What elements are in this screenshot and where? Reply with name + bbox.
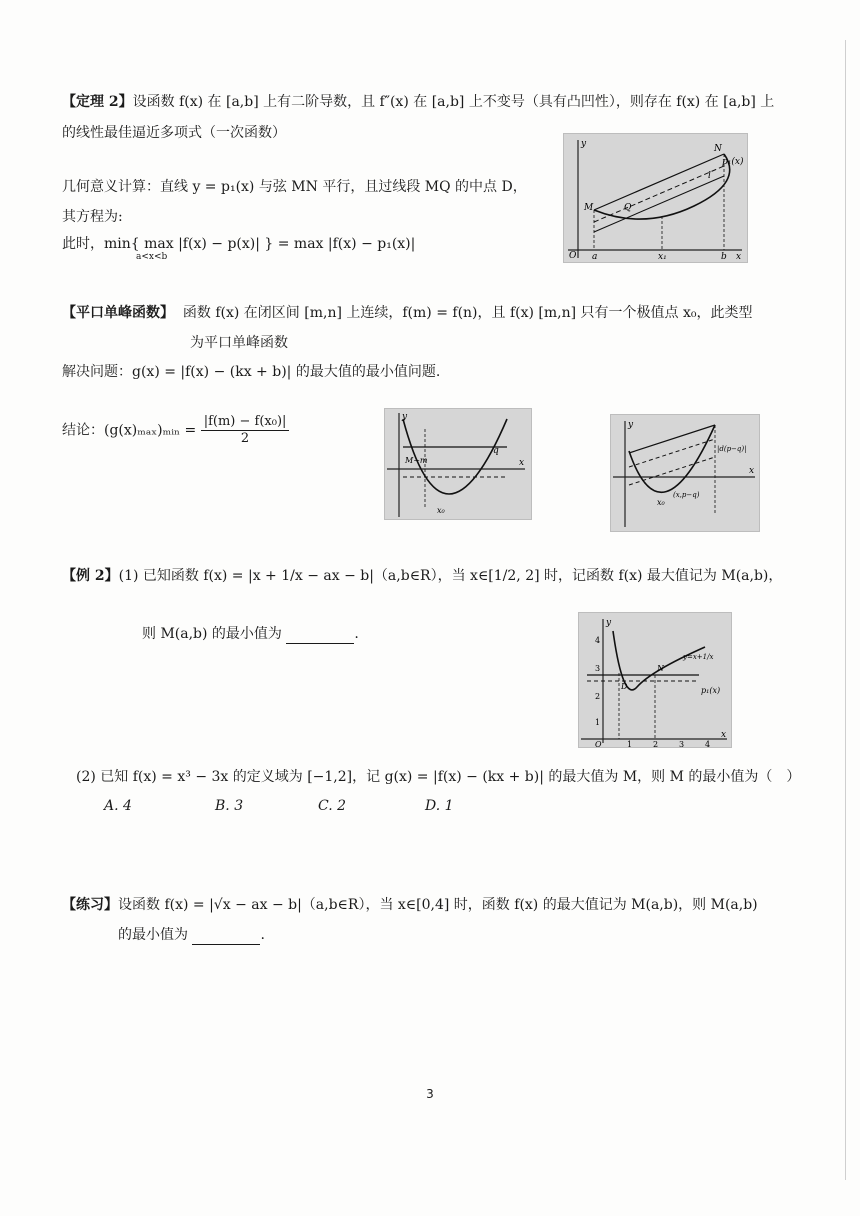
- fig2-Mm: M−m: [405, 456, 428, 465]
- practice-line1: [62, 895, 758, 915]
- fig1-Q: Q: [624, 203, 632, 213]
- theorem2-minmax: [62, 234, 415, 254]
- fig3-dpq: |d(p−q)|: [717, 445, 747, 453]
- fig1-y: y: [581, 139, 587, 149]
- fig4-y: y: [606, 618, 612, 628]
- figure-best-approximation: [563, 133, 748, 263]
- fig4-x2: 2: [653, 740, 659, 747]
- peak-line2: 为平口单峰函数: [190, 335, 288, 351]
- figure-single-peak-2: [610, 414, 760, 532]
- fig4-O: O: [595, 740, 602, 747]
- option-b[interactable]: B. 3: [215, 798, 244, 814]
- peak-text: 函数 f(x) 在闭区间 [m,n] 上连续，f(m) = f(n)，且 f(x) [m,n] 只有一个极值点 x₀，此类型: [182, 305, 753, 321]
- theorem2-minmax-text: 此时，min{ max |f(x) − p(x)| } = max |f(x) − p₁(x)|: [62, 236, 416, 252]
- theorem2-label: 【定理 2】: [62, 94, 133, 110]
- example2-part1b-text: 则 M(a,b) 的最小值为: [142, 626, 282, 642]
- peak-conclusion: [62, 414, 289, 447]
- fig1-x: x: [736, 252, 742, 262]
- fig1-a: a: [592, 252, 598, 262]
- figure-example2-svg: [579, 613, 731, 747]
- theorem2-text: 设函数 f(x) 在 [a,b] 上有二阶导数，且 f″(x) 在 [a,b] 上不变号（具有凸凹性），则存在 f(x) 在 [a,b] 上: [132, 94, 775, 110]
- fig4-curve-label: y=x+1/x: [683, 653, 714, 661]
- option-a[interactable]: A. 4: [104, 798, 132, 814]
- fig1-l: l: [708, 171, 711, 181]
- fig2-x: x: [519, 458, 525, 468]
- practice-text: 设函数 f(x) = |√x − ax − b|（a,b∈R），当 x∈[0,4] 时，函数 f(x) 的最大值记为 M(a,b)，则 M(a,b): [118, 897, 758, 913]
- page-edge: [845, 40, 846, 1180]
- fig4-D: D: [621, 682, 628, 691]
- fig1-x1: x₁: [658, 252, 667, 262]
- figure-example2: [578, 612, 732, 748]
- fig4-tick1: 1: [595, 718, 601, 727]
- answer-blank-1[interactable]: [286, 629, 354, 644]
- fig2-y: y: [402, 412, 408, 422]
- conclusion-denominator: 2: [240, 431, 250, 446]
- practice-line2-text: 的最小值为: [118, 927, 188, 943]
- fig1-N: N: [714, 144, 722, 154]
- fig1-O: O: [569, 251, 577, 261]
- fig3-point: (x,p−q): [673, 491, 700, 499]
- fig4-tick4: 4: [595, 636, 601, 645]
- fig1-b: b: [721, 252, 727, 262]
- fig2-q: q: [493, 446, 499, 456]
- fig4-x3: 3: [679, 740, 685, 747]
- option-c[interactable]: C. 2: [318, 798, 347, 814]
- example2-part1b: 则 M(a,b) 的最小值为 .: [142, 626, 359, 642]
- fig4-tick2: 2: [595, 692, 601, 701]
- figure-best-approximation-svg: [564, 134, 747, 262]
- answer-blank-2[interactable]: [192, 930, 260, 945]
- fig4-x1: 1: [627, 740, 633, 747]
- conclusion-fraction: [201, 414, 290, 447]
- peak-line1: [62, 303, 752, 323]
- conclusion-label: 结论：: [62, 422, 104, 439]
- fig4-x4: 4: [705, 740, 711, 747]
- figure-single-peak-1: [384, 408, 532, 520]
- theorem2-geometry: 几何意义计算：直线 y = p₁(x) 与弦 MN 平行，且过线段 MQ 的中点 D，: [62, 179, 527, 195]
- fig2-x0: x₀: [437, 506, 445, 515]
- fig4-tick3: 3: [595, 664, 601, 673]
- peak-label: 【平口单峰函数】: [62, 305, 174, 321]
- fig4-x: x: [721, 730, 727, 740]
- theorem2-subscript: a<x<b: [136, 252, 168, 262]
- theorem2-line2: 的线性最佳逼近多项式（一次函数）: [62, 125, 286, 141]
- practice-line2: 的最小值为 .: [118, 927, 265, 943]
- theorem2-equation: 其方程为:: [62, 209, 123, 225]
- fig1-p1: p₁(x): [722, 157, 744, 167]
- figure-single-peak-2-svg: [611, 415, 759, 531]
- fig3-y: y: [628, 420, 634, 430]
- figure-single-peak-1-svg: [385, 409, 531, 519]
- fig1-M: M: [584, 203, 594, 213]
- peak-problem: 解决问题：g(x) = |f(x) − (kx + b)| 的最大值的最小值问题.: [62, 364, 441, 380]
- page-number: 3: [426, 1087, 434, 1101]
- example2-part2: (2) 已知 f(x) = x³ − 3x 的定义域为 [−1,2]，记 g(x) = |f(x) − (kx + b)| 的最大值为 M，则 M 的最小值为（ ）: [76, 769, 801, 785]
- conclusion-numerator: |f(m) − f(x₀)|: [201, 414, 290, 431]
- fig3-x0: x₀: [657, 498, 665, 507]
- theorem2-line1: [62, 92, 774, 112]
- fig3-x: x: [749, 466, 755, 476]
- example2-part1a-text: (1) 已知函数 f(x) = |x + 1/x − ax − b|（a,b∈R），当 x∈[1/2, 2] 时，记函数 f(x) 最大值记为 M(a,b)，: [118, 568, 783, 584]
- practice-label: 【练习】: [62, 897, 118, 913]
- option-d[interactable]: D. 1: [425, 798, 454, 814]
- fig4-N: N: [657, 664, 664, 673]
- fig4-p1: p₁(x): [701, 686, 721, 695]
- example2-label: 【例 2】: [62, 568, 119, 584]
- conclusion-lhs: (g(x)ₘₐₓ)ₘᵢₙ =: [104, 422, 197, 439]
- example2-part1a: [62, 566, 782, 586]
